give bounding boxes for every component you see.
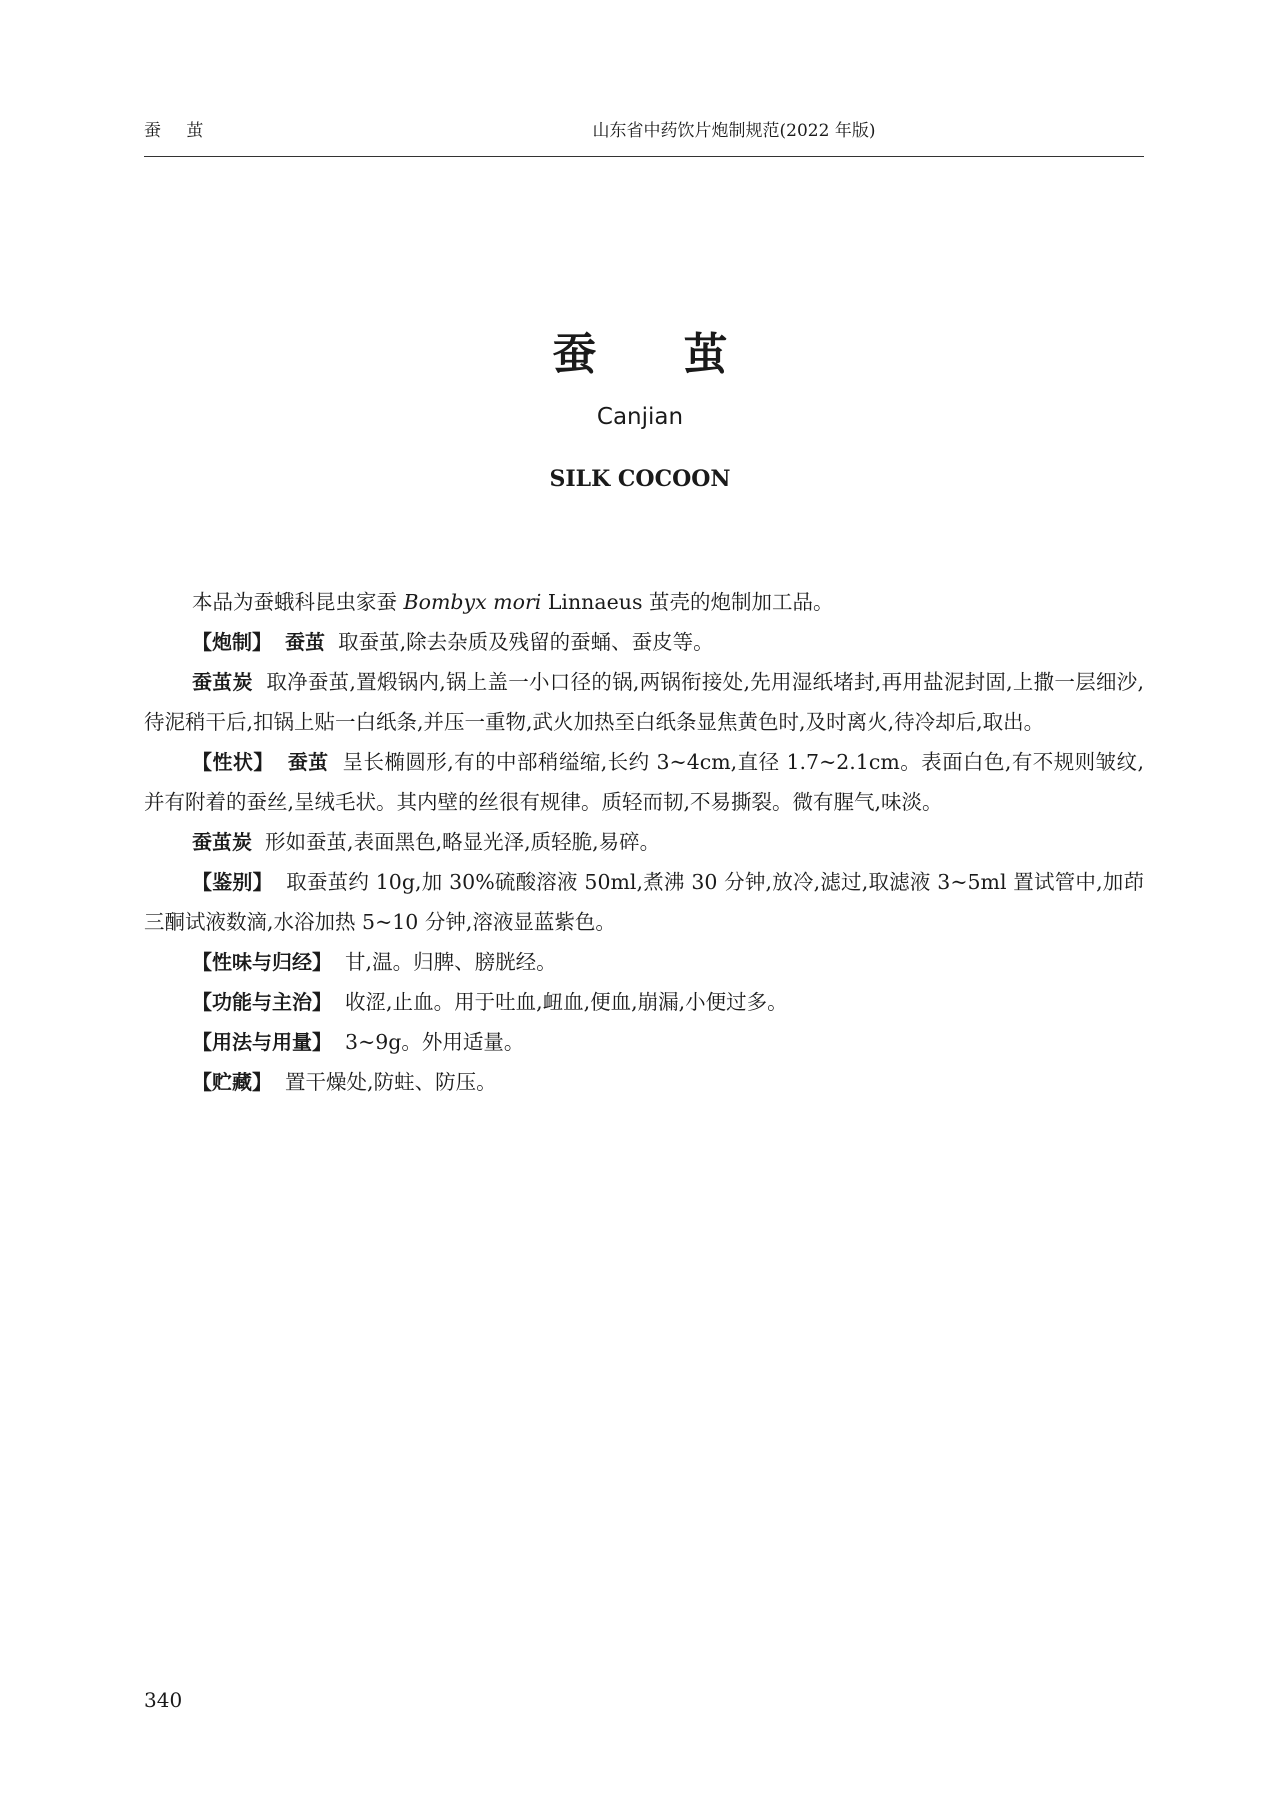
characters-paragraph <box>144 742 1144 822</box>
intro-paragraph <box>144 582 1144 622</box>
characters-sub1-text: 呈长椭圆形,有的中部稍缢缩,长约 3~4cm,直径 1.7~2.1cm。表面白色,有不规则皱纹,并有附着的蚕丝,呈绒毛状。其内壁的丝很有规律。质轻而韧,不易撕裂。微有腥气,味淡。 <box>144 750 1145 814</box>
identification-label: 【鉴别】 <box>192 870 273 894</box>
species-name: Bombyx mori <box>403 590 542 614</box>
characters-charcoal-paragraph <box>144 822 1144 862</box>
processing-sub2-label: 蚕茧炭 <box>192 670 253 694</box>
dosage-paragraph <box>144 1022 1144 1062</box>
processing-label: 【炮制】 <box>192 630 272 654</box>
dosage-label: 【用法与用量】 <box>192 1030 332 1054</box>
characters-sub1-label: 蚕茧 <box>287 750 329 774</box>
latin-name: SILK COCOON <box>549 466 731 492</box>
processing-charcoal-paragraph <box>144 662 1144 742</box>
storage-label: 【贮藏】 <box>192 1070 272 1094</box>
header-center: 山东省中药饮片炮制规范(2022 年版) <box>592 121 876 141</box>
processing-sub1-label: 蚕茧 <box>285 630 326 654</box>
intro-after: Linnaeus 茧壳的炮制加工品。 <box>541 590 834 614</box>
intro-before: 本品为蚕蛾科昆虫家蚕 <box>192 590 404 614</box>
dosage-text: 3~9g。外用适量。 <box>345 1030 525 1054</box>
processing-sub1-text: 取蚕茧,除去杂质及残留的蚕蛹、蚕皮等。 <box>338 630 714 654</box>
nature-paragraph <box>144 942 1144 982</box>
storage-paragraph <box>144 1062 1144 1102</box>
characters-sub2-label: 蚕茧炭 <box>192 830 252 854</box>
characters-label: 【性状】 <box>192 750 274 774</box>
function-text: 收涩,止血。用于吐血,衄血,便血,崩漏,小便过多。 <box>345 990 788 1014</box>
storage-text: 置干燥处,防蛀、防压。 <box>285 1070 497 1094</box>
nature-text: 甘,温。归脾、膀胱经。 <box>345 950 557 974</box>
pinyin-name: Canjian <box>596 404 684 430</box>
monograph-body <box>144 582 1144 1102</box>
function-label: 【功能与主治】 <box>192 990 332 1014</box>
page-number: 340 <box>144 1688 183 1712</box>
identification-paragraph <box>144 862 1144 942</box>
function-paragraph <box>144 982 1144 1022</box>
running-head <box>144 116 1144 157</box>
processing-sub2-text: 取净蚕茧,置煅锅内,锅上盖一小口径的锅,两锅衔接处,先用湿纸堵封,再用盐泥封固,上撒一层细沙,待泥稍干后,扣锅上贴一白纸条,并压一重物,武火加热至白纸条显焦黄色时,及时离火,待冷却后,取出。 <box>144 670 1144 734</box>
processing-paragraph <box>144 622 1144 662</box>
page-title: 蚕 茧 <box>552 329 764 380</box>
characters-sub2-text: 形如蚕茧,表面黑色,略显光泽,质轻脆,易碎。 <box>265 830 661 854</box>
header-left: 蚕 茧 <box>144 121 214 141</box>
identification-text: 取蚕茧约 10g,加 30%硫酸溶液 50ml,煮沸 30 分钟,放冷,滤过,取滤液 3~5ml 置试管中,加茚三酮试液数滴,水浴加热 5~10 分钟,溶液显蓝紫色。 <box>144 870 1144 934</box>
nature-label: 【性味与归经】 <box>192 950 332 974</box>
